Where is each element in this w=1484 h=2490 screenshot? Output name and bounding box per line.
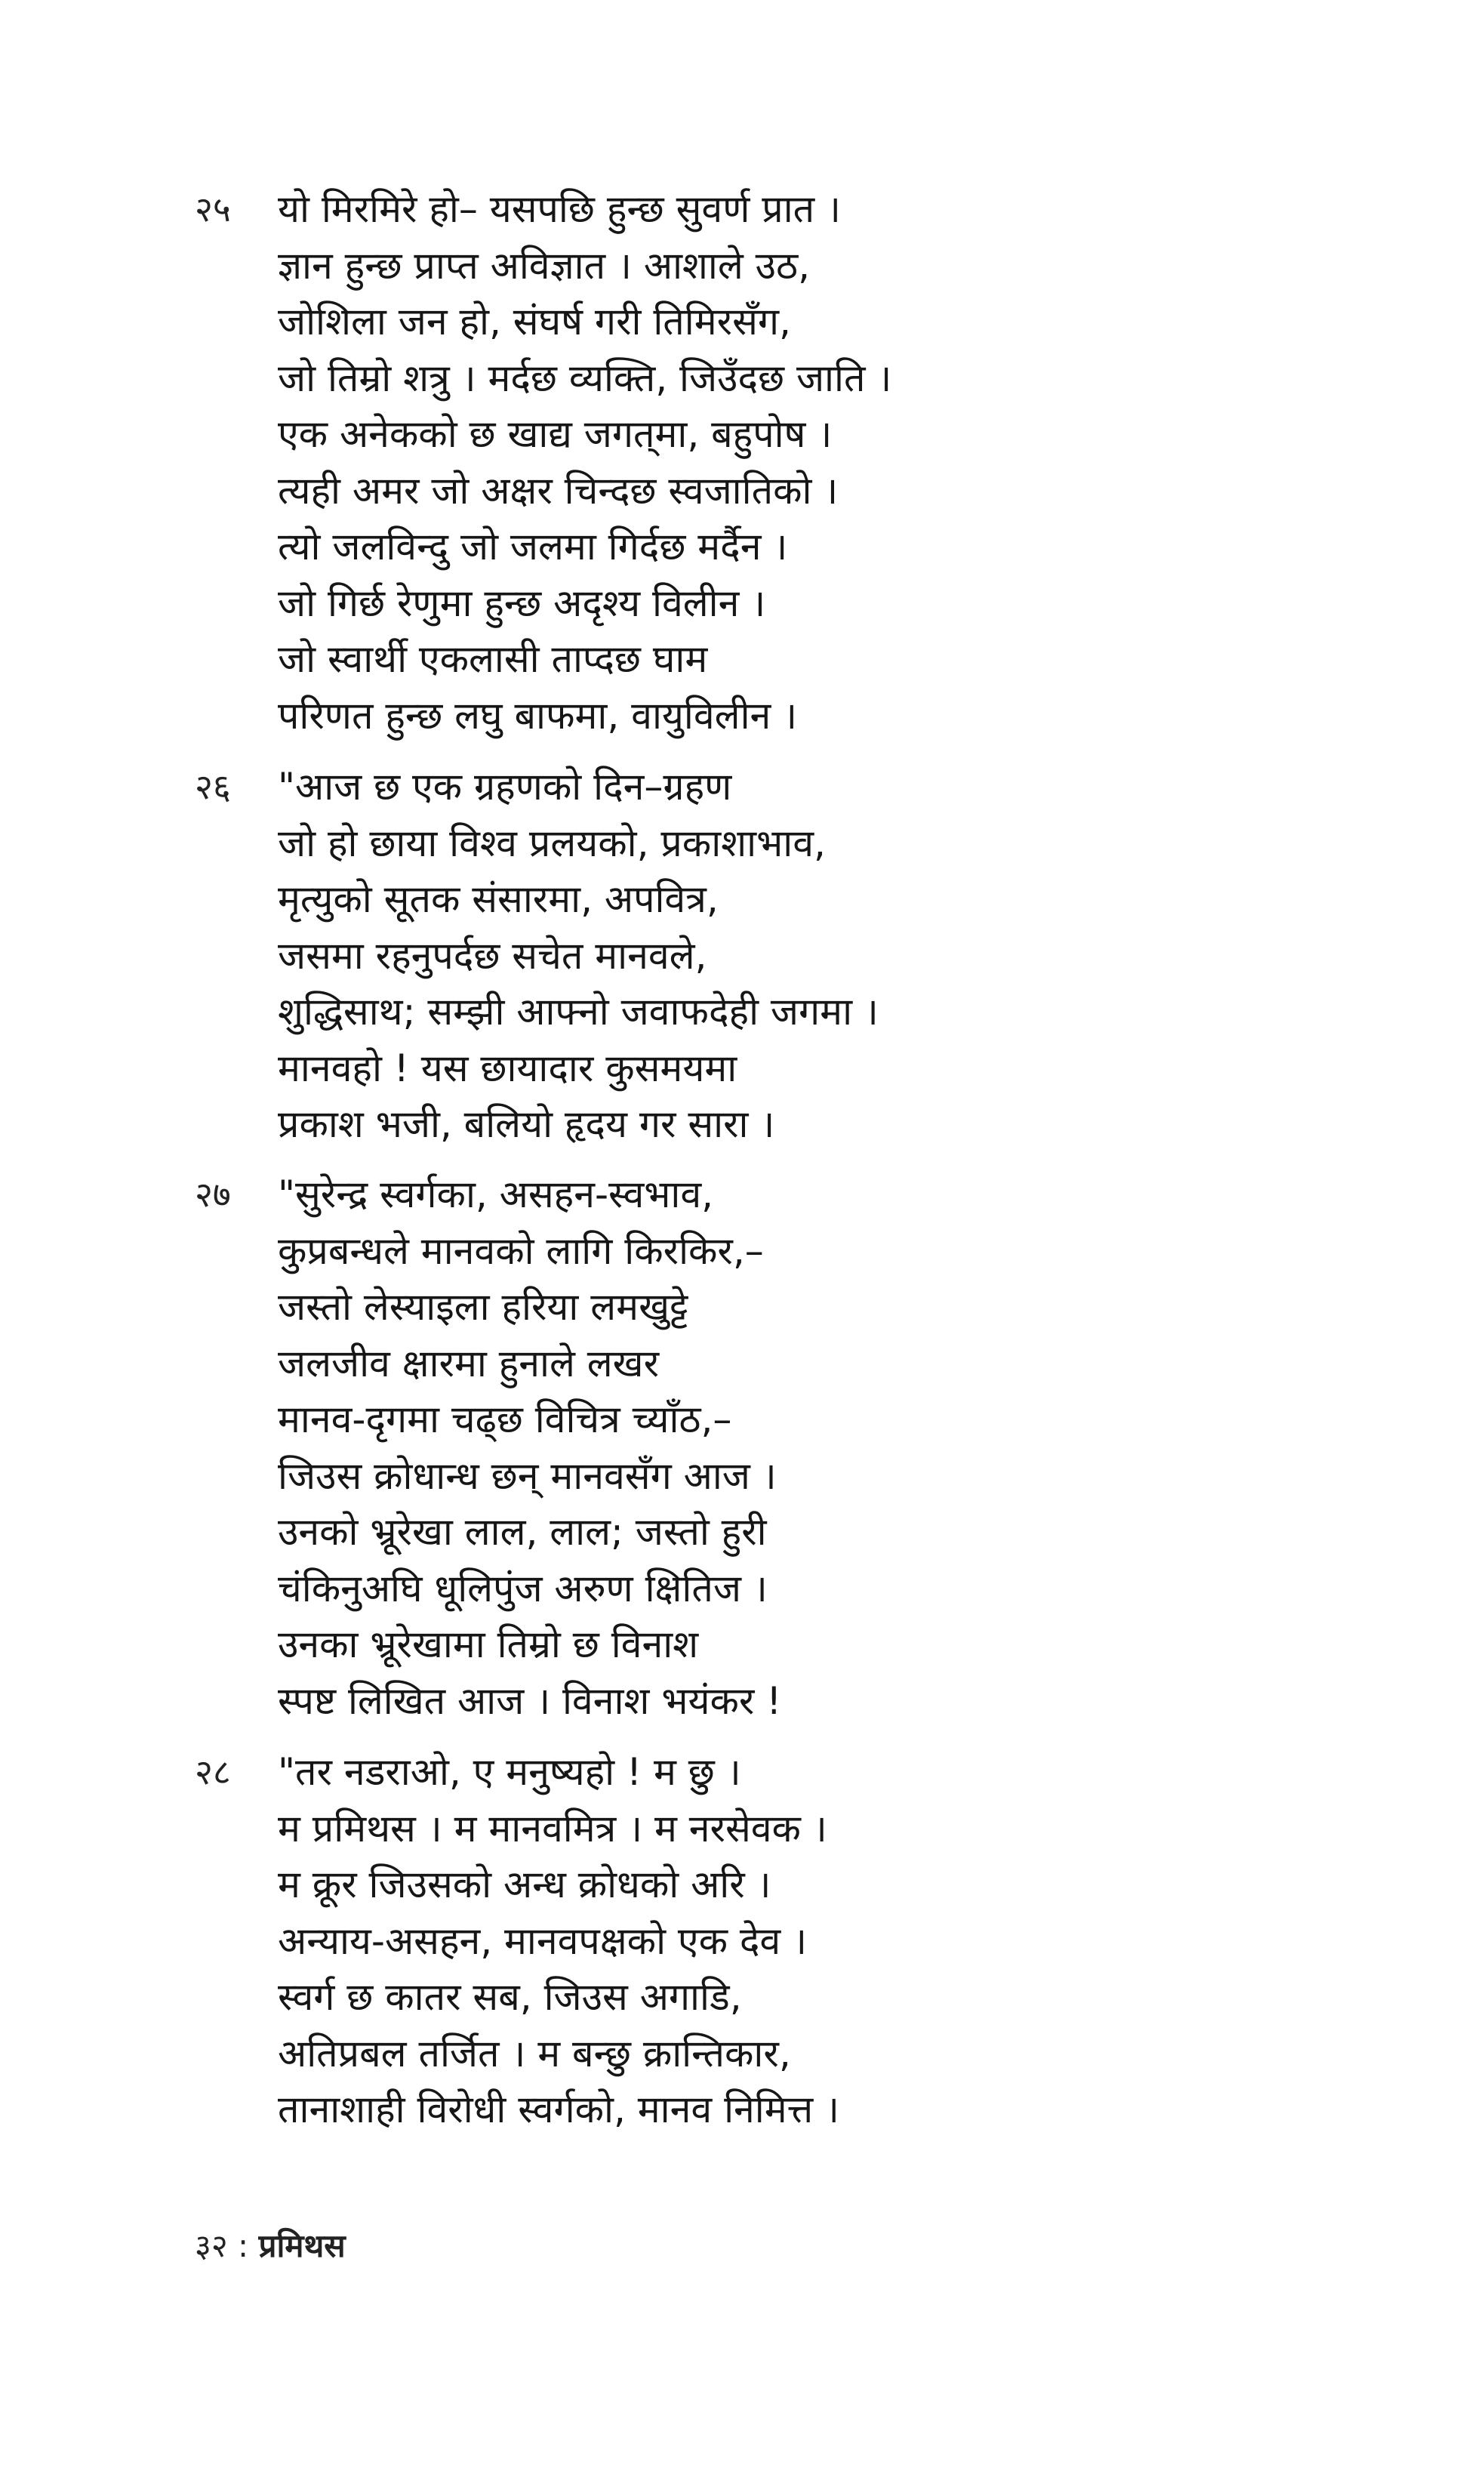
poem-line: जो तिम्रो शत्रु । मर्दछ व्यक्ति, जिउँदछ जाति । bbox=[278, 356, 892, 400]
poem-line: जो गिर्छ रेणुमा हुन्छ अदृश्य विलीन । bbox=[278, 581, 766, 625]
poem-line: शुद्धिसाथ; सम्झी आफ्नो जवाफदेही जगमा । bbox=[278, 990, 879, 1034]
stanza-number: २५ bbox=[195, 189, 231, 230]
poem-line: "तर नडराओ, ए मनुष्यहो ! म छु । bbox=[278, 1750, 741, 1794]
poem-line: स्पष्ट लिखित आज । विनाश भयंकर ! bbox=[278, 1678, 782, 1723]
poem-line: अन्याय-असहन, मानवपक्षको एक देव । bbox=[278, 1918, 808, 1963]
stanza-number: २६ bbox=[195, 766, 231, 807]
poem-line: त्यही अमर जो अक्षर चिन्दछ स्वजातिको । bbox=[278, 468, 839, 513]
poem-line: चंकिनुअघि धूलिपुंज अरुण क्षितिज । bbox=[278, 1566, 768, 1610]
poem-line: अतिप्रबल तर्जित । म बन्छु क्रान्तिकार, bbox=[278, 2031, 791, 2076]
poem-line: जो हो छाया विश्व प्रलयको, प्रकाशाभाव, bbox=[278, 821, 826, 865]
poem-line: म क्रूर जिउसको अन्ध क्रोधको अरि । bbox=[278, 1863, 771, 1906]
poem-line: परिणत हुन्छ लघु बाफमा, वायुविलीन । bbox=[278, 693, 798, 738]
poem-line: उनको भ्रूरेखा लाल, लाल; जस्तो हुरी bbox=[278, 1510, 767, 1554]
page-number: ३२ bbox=[195, 2227, 228, 2264]
poem-line: मानवहो ! यस छायादार कुसमयमा bbox=[278, 1046, 737, 1090]
stanza-number: २७ bbox=[195, 1174, 231, 1215]
poem-line: जोशिला जन हो, संघर्ष गरी तिमिरसँग, bbox=[278, 300, 791, 344]
poem-line: "आज छ एक ग्रहणको दिन–ग्रहण bbox=[278, 765, 732, 809]
poem-line: उनका भ्रूरेखामा तिम्रो छ विनाश bbox=[278, 1623, 699, 1666]
poem-line: जिउस क्रोधान्ध छन् मानवसँग आज । bbox=[278, 1453, 777, 1498]
poem-line: मृत्युको सूतक संसारमा, अपवित्र, bbox=[278, 877, 719, 921]
stanza-number: २८ bbox=[195, 1752, 231, 1792]
poem-line: जलजीव क्षारमा हुनाले लखर bbox=[278, 1341, 660, 1385]
poem-line: प्रकाश भजी, बलियो हृदय गर सारा । bbox=[278, 1102, 775, 1146]
book-title: प्रमिथस bbox=[258, 2227, 346, 2264]
page-footer bbox=[195, 2223, 346, 2269]
poem-line: त्यो जलविन्दु जो जलमा गिर्दछ मर्दैन । bbox=[278, 525, 788, 569]
poem-line: जसमा रहनुपर्दछ सचेत मानवले, bbox=[278, 933, 707, 978]
poem-line: ज्ञान हुन्छ प्राप्त अविज्ञात । आशाले उठ, bbox=[278, 243, 811, 288]
poem-line: एक अनेकको छ खाद्य जगत्‌मा, बहुपोष । bbox=[278, 412, 833, 456]
footer-separator: : bbox=[238, 2227, 249, 2264]
poem-line: स्वर्ग छ कातर सब, जिउस अगाडि, bbox=[278, 1975, 742, 2019]
poem-line: मानव-दृगमा चढ्छ विचित्र च्याँठ,– bbox=[278, 1398, 732, 1441]
poem-line: "सुरेन्द्र स्वर्गका, असहन-स्वभाव, bbox=[278, 1173, 714, 1216]
poem-line: जस्तो लेस्याइला हरिया लमखुट्टे bbox=[278, 1285, 688, 1329]
poem-line: तानाशाही विरोधी स्वर्गको, मानव निमित्त । bbox=[278, 2088, 840, 2131]
poem-line: जो स्वार्थी एकलासी ताप्दछ घाम bbox=[278, 637, 708, 681]
poem-line: कुप्रबन्धले मानवको लागि किरकिर,– bbox=[278, 1228, 764, 1273]
poem-line: म प्रमिथस । म मानवमित्र । म नरसेवक । bbox=[278, 1806, 827, 1851]
poem-line: यो मिरमिरे हो– यसपछि हुन्छ सुवर्ण प्रात । bbox=[278, 187, 842, 231]
